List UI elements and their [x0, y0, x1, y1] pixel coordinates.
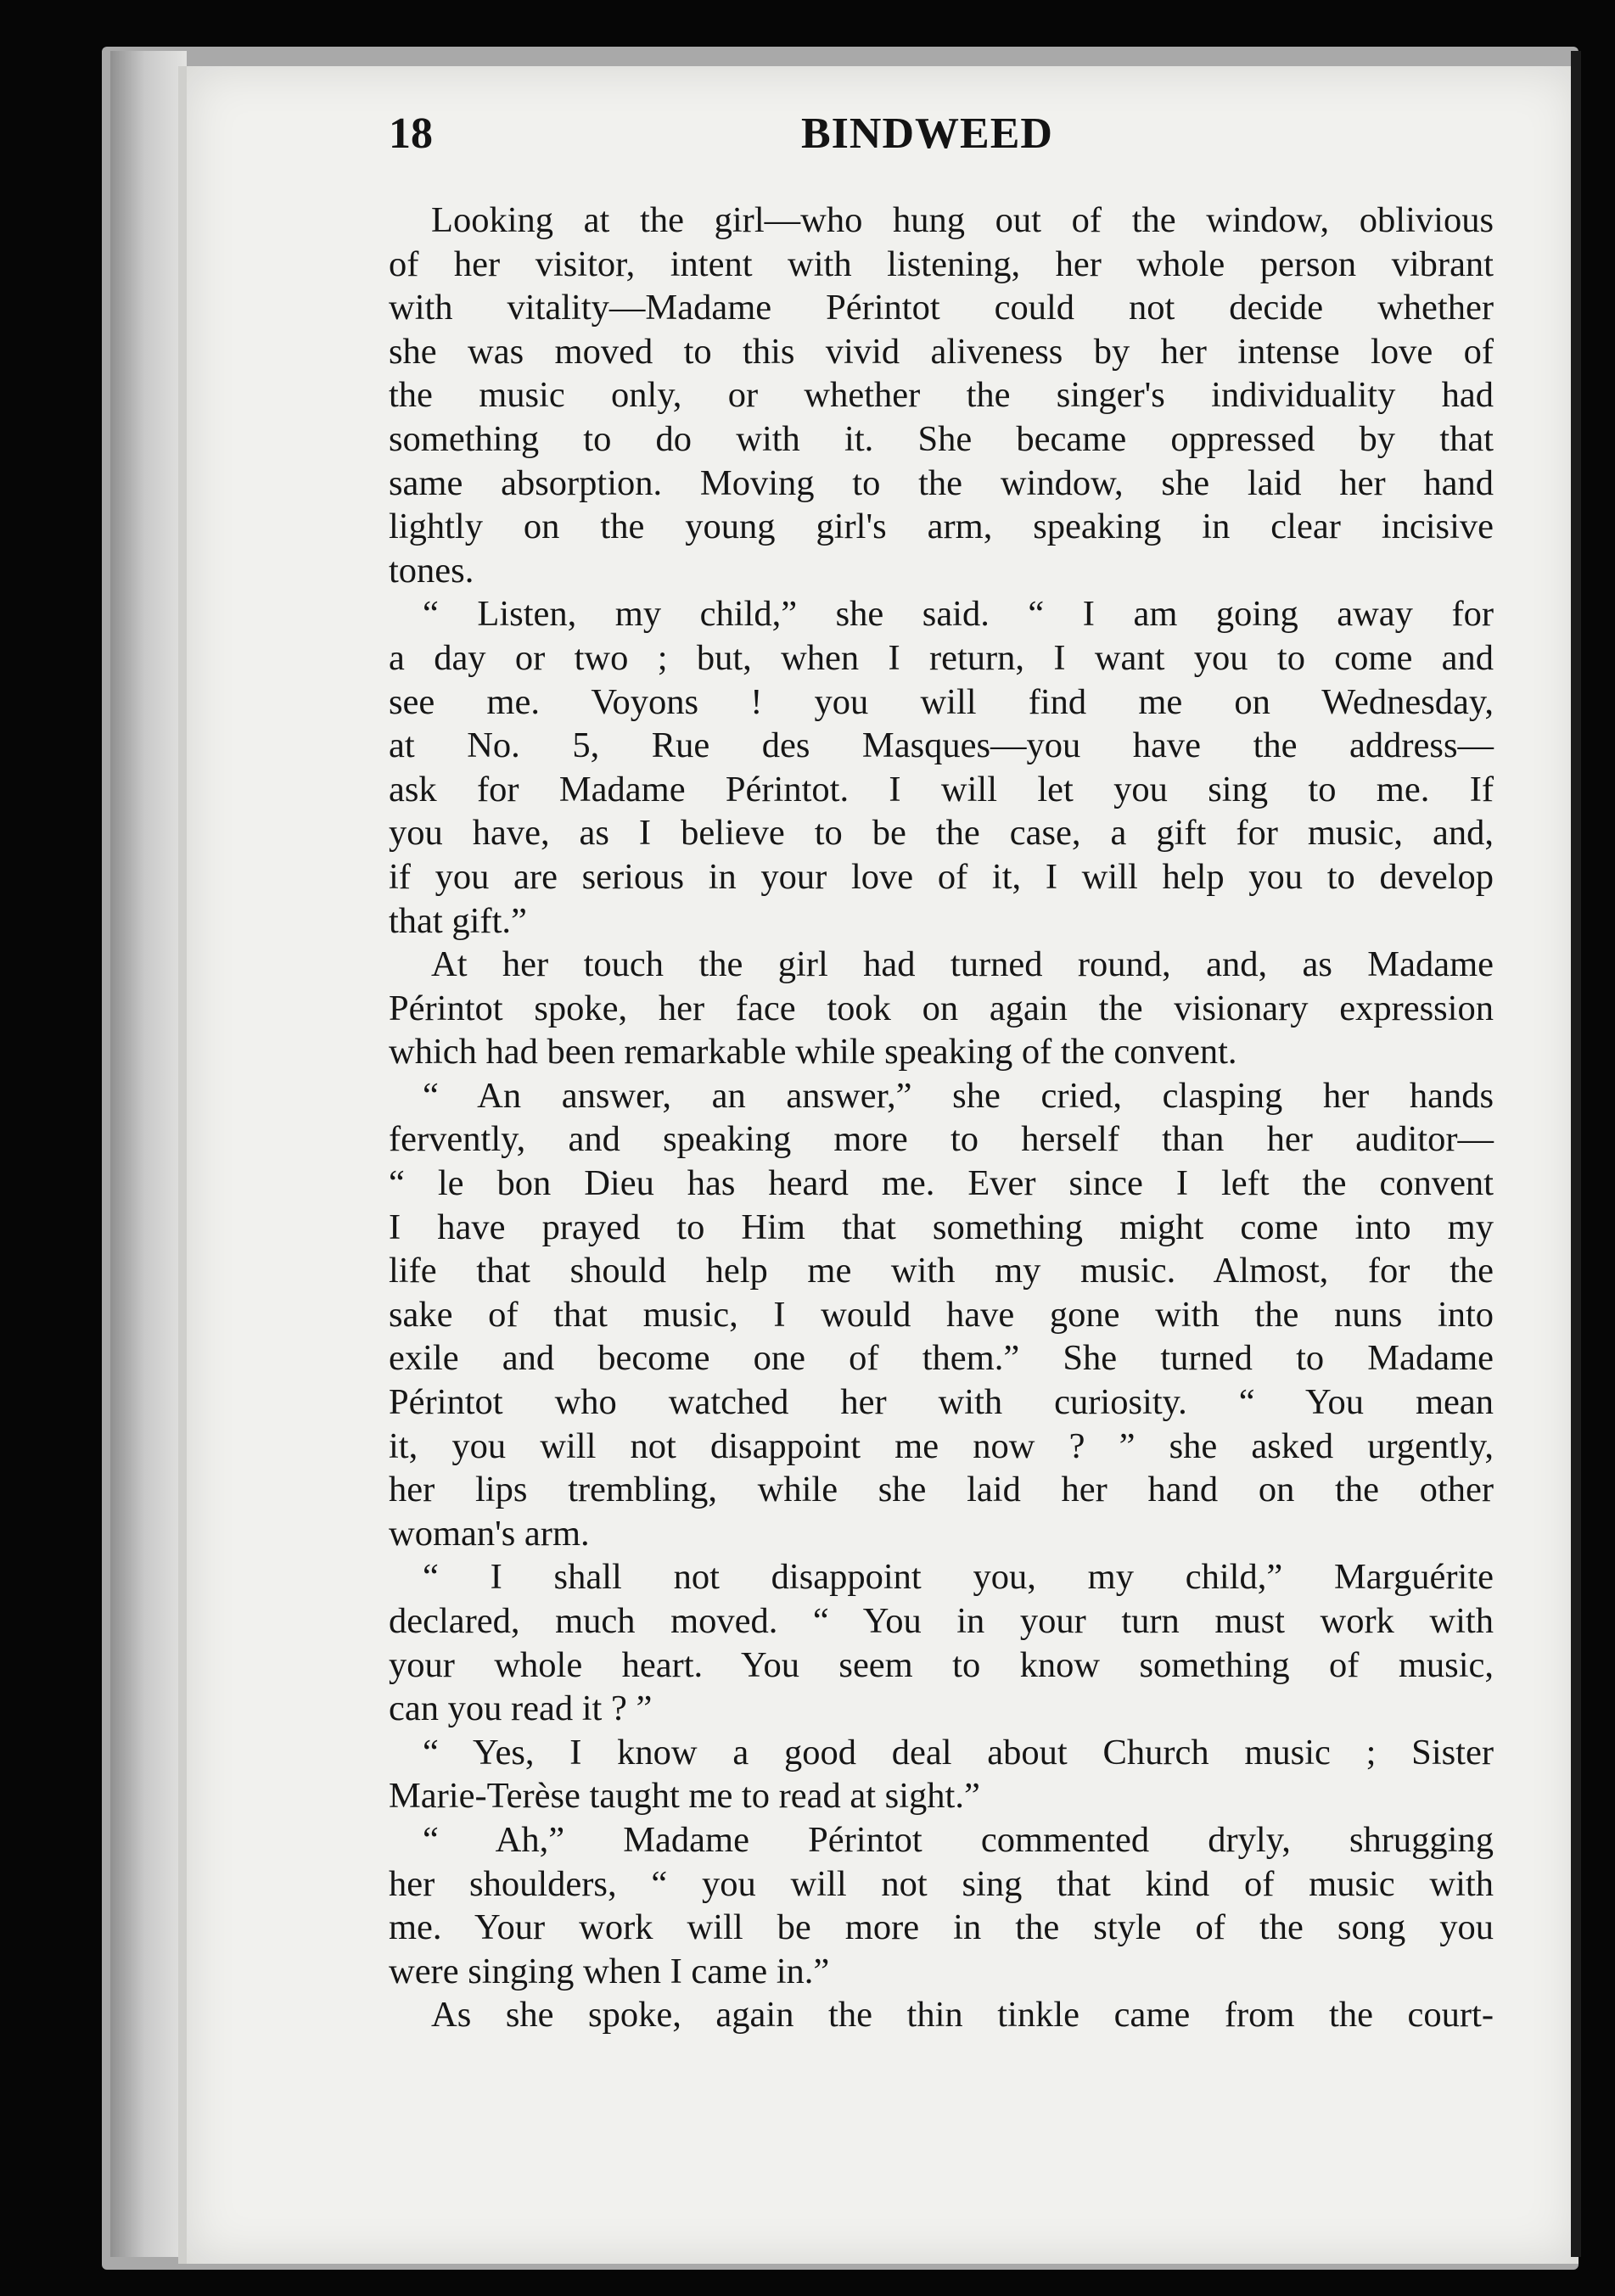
- paragraph: [389, 1074, 1494, 1556]
- book-gutter: [110, 51, 187, 2257]
- text-line: at No. 5, Rue des Masques—you have the address—: [389, 725, 1494, 766]
- text-line: “ Yes, I know a good deal about Church music ; Sister: [423, 1732, 1494, 1772]
- text-line: Marie-Terèse taught me to read at sight.”: [389, 1776, 980, 1817]
- text-line: “ An answer, an answer,” she cried, clasping her hands: [423, 1075, 1494, 1116]
- text-line: Périntot spoke, her face took on again the visionary expression: [389, 988, 1494, 1028]
- paragraph: [389, 1818, 1494, 1993]
- text-line: the music only, or whether the singer's individuality had: [389, 375, 1494, 416]
- text-line: fervently, and speaking more to herself than her auditor—: [389, 1119, 1494, 1160]
- text-line: At her touch the girl had turned round, and, as Madame: [431, 944, 1494, 985]
- paragraph: [389, 1555, 1494, 1730]
- text-line: “ I shall not disappoint you, my child,” Marguérite: [423, 1557, 1494, 1598]
- text-line: that gift.”: [389, 900, 527, 941]
- text-line: ask for Madame Périntot. I will let you sing to me. If: [389, 769, 1494, 809]
- text-line: can you read it ? ”: [389, 1688, 653, 1729]
- text-line: “ Ah,” Madame Périntot commented dryly, shrugging: [423, 1819, 1494, 1860]
- page-number: 18: [389, 109, 433, 158]
- text-line: declared, much moved. “ You in your turn must work with: [389, 1601, 1494, 1641]
- text-line: tones.: [389, 550, 474, 591]
- text-line: she was moved to this vivid aliveness by her intense love of: [389, 331, 1494, 372]
- text-line: exile and become one of them.” She turned to Madame: [389, 1338, 1494, 1379]
- paragraph: [389, 943, 1494, 1074]
- text-line: As she spoke, again the thin tinkle came from the court-: [431, 1995, 1494, 2036]
- body-text: [389, 199, 1494, 2037]
- text-line: lightly on the young girl's arm, speaking in clear incisive: [389, 507, 1494, 547]
- text-line: her shoulders, “ you will not sing that kind of music with: [389, 1863, 1494, 1904]
- text-line: woman's arm.: [389, 1513, 590, 1554]
- text-line: see me. Voyons ! you will find me on Wednesday,: [389, 681, 1494, 722]
- text-line: I have prayed to Him that something might come into my: [389, 1207, 1494, 1247]
- text-line: life that should help me with my music. Almost, for the: [389, 1251, 1494, 1291]
- text-line: “ le bon Dieu has heard me. Ever since I left the convent: [389, 1163, 1494, 1204]
- paragraph: [389, 592, 1494, 943]
- text-line: if you are serious in your love of it, I will help you to develop: [389, 856, 1494, 897]
- text-line: sake of that music, I would have gone with the nuns into: [389, 1294, 1494, 1335]
- text-line: Looking at the girl—who hung out of the window, oblivious: [431, 200, 1494, 240]
- paragraph: [389, 1993, 1494, 2037]
- text-line: me. Your work will be more in the style of the song you: [389, 1907, 1494, 1948]
- text-line: with vitality—Madame Périntot could not decide whether: [389, 288, 1494, 328]
- text-line: something to do with it. She became oppressed by that: [389, 418, 1494, 459]
- text-line: it, you will not disappoint me now ? ” she asked urgently,: [389, 1425, 1494, 1466]
- page-edge-shadow: [1571, 51, 1581, 2257]
- text-line: your whole heart. You seem to know something of music,: [389, 1644, 1494, 1685]
- text-line: were singing when I came in.”: [389, 1951, 830, 1991]
- text-line: of her visitor, intent with listening, her whole person vibrant: [389, 244, 1494, 284]
- text-line: “ Listen, my child,” she said. “ I am going away for: [423, 594, 1494, 635]
- text-line: you have, as I believe to be the case, a gift for music, and,: [389, 813, 1494, 854]
- running-head: [389, 109, 1492, 176]
- book-title: BINDWEED: [801, 109, 1053, 158]
- paragraph: [389, 1731, 1494, 1818]
- text-line: a day or two ; but, when I return, I want you to come and: [389, 637, 1494, 678]
- text-line: her lips trembling, while she laid her hand on the other: [389, 1470, 1494, 1510]
- text-line: Périntot who watched her with curiosity. “ You mean: [389, 1382, 1494, 1423]
- paragraph: [389, 199, 1494, 592]
- text-line: which had been remarkable while speaking of the convent.: [389, 1032, 1237, 1072]
- text-line: same absorption. Moving to the window, she laid her hand: [389, 462, 1494, 503]
